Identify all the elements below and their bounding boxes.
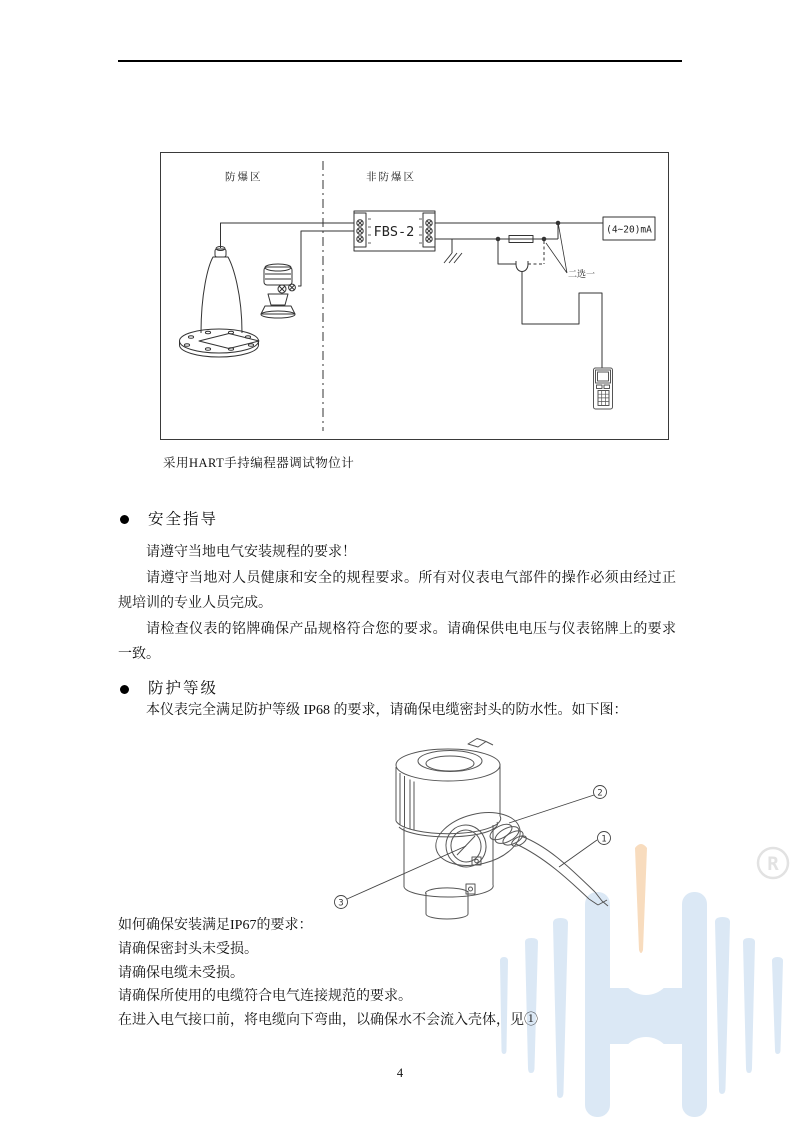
hart-funnel xyxy=(516,261,528,272)
callout-2-leader xyxy=(509,795,594,823)
ip67-line: 在进入电气接口前，将电缆向下弯曲，以确保水不会流入壳体，见① xyxy=(118,1013,538,1029)
ip67-line: 请确保电缆未受损。 xyxy=(118,965,244,981)
wire-loop-bottom xyxy=(435,223,558,239)
safety-paragraphs xyxy=(118,540,676,668)
safety-heading: 安全指导 xyxy=(148,511,219,528)
bullet-icon xyxy=(120,685,129,694)
callout-1-leader xyxy=(559,840,597,867)
choose-one-label: 二选一 xyxy=(568,269,596,279)
cable xyxy=(516,836,608,906)
transmitter-device xyxy=(261,264,295,318)
ip67-checklist xyxy=(118,914,698,1033)
zone-right-label: 非防爆区 xyxy=(366,172,416,183)
wire-to-handheld xyxy=(522,272,602,369)
ip67-line: 如何确保安装满足IP67的要求： xyxy=(118,918,313,933)
svg-text:R: R xyxy=(767,853,779,875)
choose-one-leaders xyxy=(546,225,567,273)
wire-bell-to-barrier xyxy=(221,223,355,248)
protection-intro: 本仪表完全满足防护等级 IP68 的要求，请确保电缆密封头的防水性。如下图： xyxy=(146,703,628,718)
ip67-line: 请确保密封头未受损。 xyxy=(118,941,258,957)
hart-tap-dashed xyxy=(528,241,544,264)
diagram-caption: 采用HART手持编程器调试物位计 xyxy=(163,456,355,470)
device-figure xyxy=(320,735,630,920)
bullet-icon xyxy=(120,515,129,524)
safety-paragraph: 请遵守当地电气安装规程的要求！ xyxy=(146,545,356,560)
zone-left-label: 防爆区 xyxy=(225,172,263,183)
callout-2-number: 2 xyxy=(597,788,603,799)
hart-handheld xyxy=(594,368,613,409)
safety-paragraph: 请检查仪表的铭牌确保产品规格符合您的要求。请确保供电电压与仪表铭牌上的要求一致。 xyxy=(118,621,676,662)
wiring-diagram xyxy=(160,152,669,440)
header-rule xyxy=(118,60,682,62)
callout-3-leader xyxy=(347,846,466,899)
ip67-line: 请确保所使用的电缆符合电气连接规范的要求。 xyxy=(118,989,412,1005)
ground-symbol xyxy=(444,239,462,263)
callout-3-number: 3 xyxy=(338,898,344,909)
level-meter-bell xyxy=(180,247,260,358)
callout-1-number: 1 xyxy=(601,834,607,845)
device-housing xyxy=(396,739,526,920)
barrier-label: FBS-2 xyxy=(373,224,415,240)
registered-mark xyxy=(758,848,788,878)
output-label: (4~20)mA xyxy=(606,224,652,236)
safety-paragraph: 请遵守当地对人员健康和安全的规程要求。所有对仪表电气部件的操作必须由经过正规培训的专业人员完成。 xyxy=(118,570,676,611)
protection-heading: 防护等级 xyxy=(148,680,219,697)
cable-gland xyxy=(488,821,528,848)
page-number: 4 xyxy=(396,1066,404,1080)
wire-transmitter-to-barrier xyxy=(298,231,354,286)
